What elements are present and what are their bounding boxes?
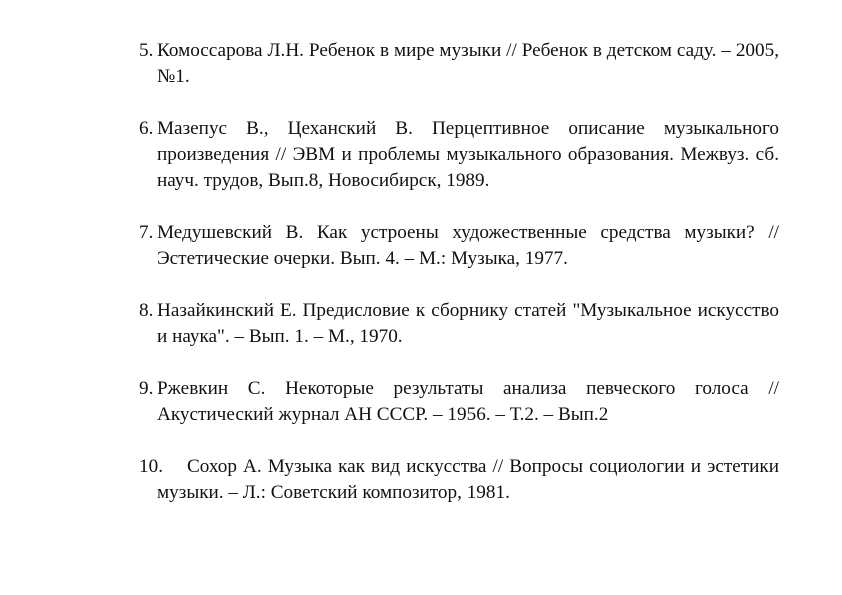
reference-text: Мазепус В., Цеханский В. Перцептивное описание музыкального произведения // ЭВМ и проблемы музыкального образования. Межвуз. сб. науч. трудов, Вып.8, Новосибирск, 1989. — [157, 118, 779, 191]
reference-item-5 — [139, 38, 779, 90]
reference-number: 6. — [139, 118, 154, 139]
reference-text: Сохор А. Музыка как вид искусства // Вопросы социологии и эстетики музыки. – Л.: Советский композитор, 1981. — [157, 456, 779, 503]
reference-item-7 — [139, 220, 779, 272]
reference-list — [139, 38, 779, 506]
reference-text: Ржевкин С. Некоторые результаты анализа певческого голоса // Акустический журнал АН СССР. – 1956. – Т.2. – Вып.2 — [157, 378, 779, 425]
reference-text: Назайкинский Е. Предисловие к сборнику статей "Музыкальное искусство и наука". – Вып. 1. – М., 1970. — [157, 300, 779, 347]
reference-number: 7. — [139, 222, 154, 243]
reference-number: 9. — [139, 378, 154, 399]
reference-number: 8. — [139, 300, 154, 321]
reference-item-6 — [139, 116, 779, 194]
reference-item-9 — [139, 376, 779, 428]
reference-number: 5. — [139, 40, 154, 61]
reference-item-8 — [139, 298, 779, 350]
reference-number: 10. — [139, 456, 163, 477]
reference-text: Комоссарова Л.Н. Ребенок в мире музыки // Ребенок в детском саду. – 2005, №1. — [157, 40, 779, 87]
reference-item-10 — [139, 454, 779, 506]
reference-text: Медушевский В. Как устроены художественные средства музыки? // Эстетические очерки. Вып. 4. – М.: Музыка, 1977. — [157, 222, 779, 269]
